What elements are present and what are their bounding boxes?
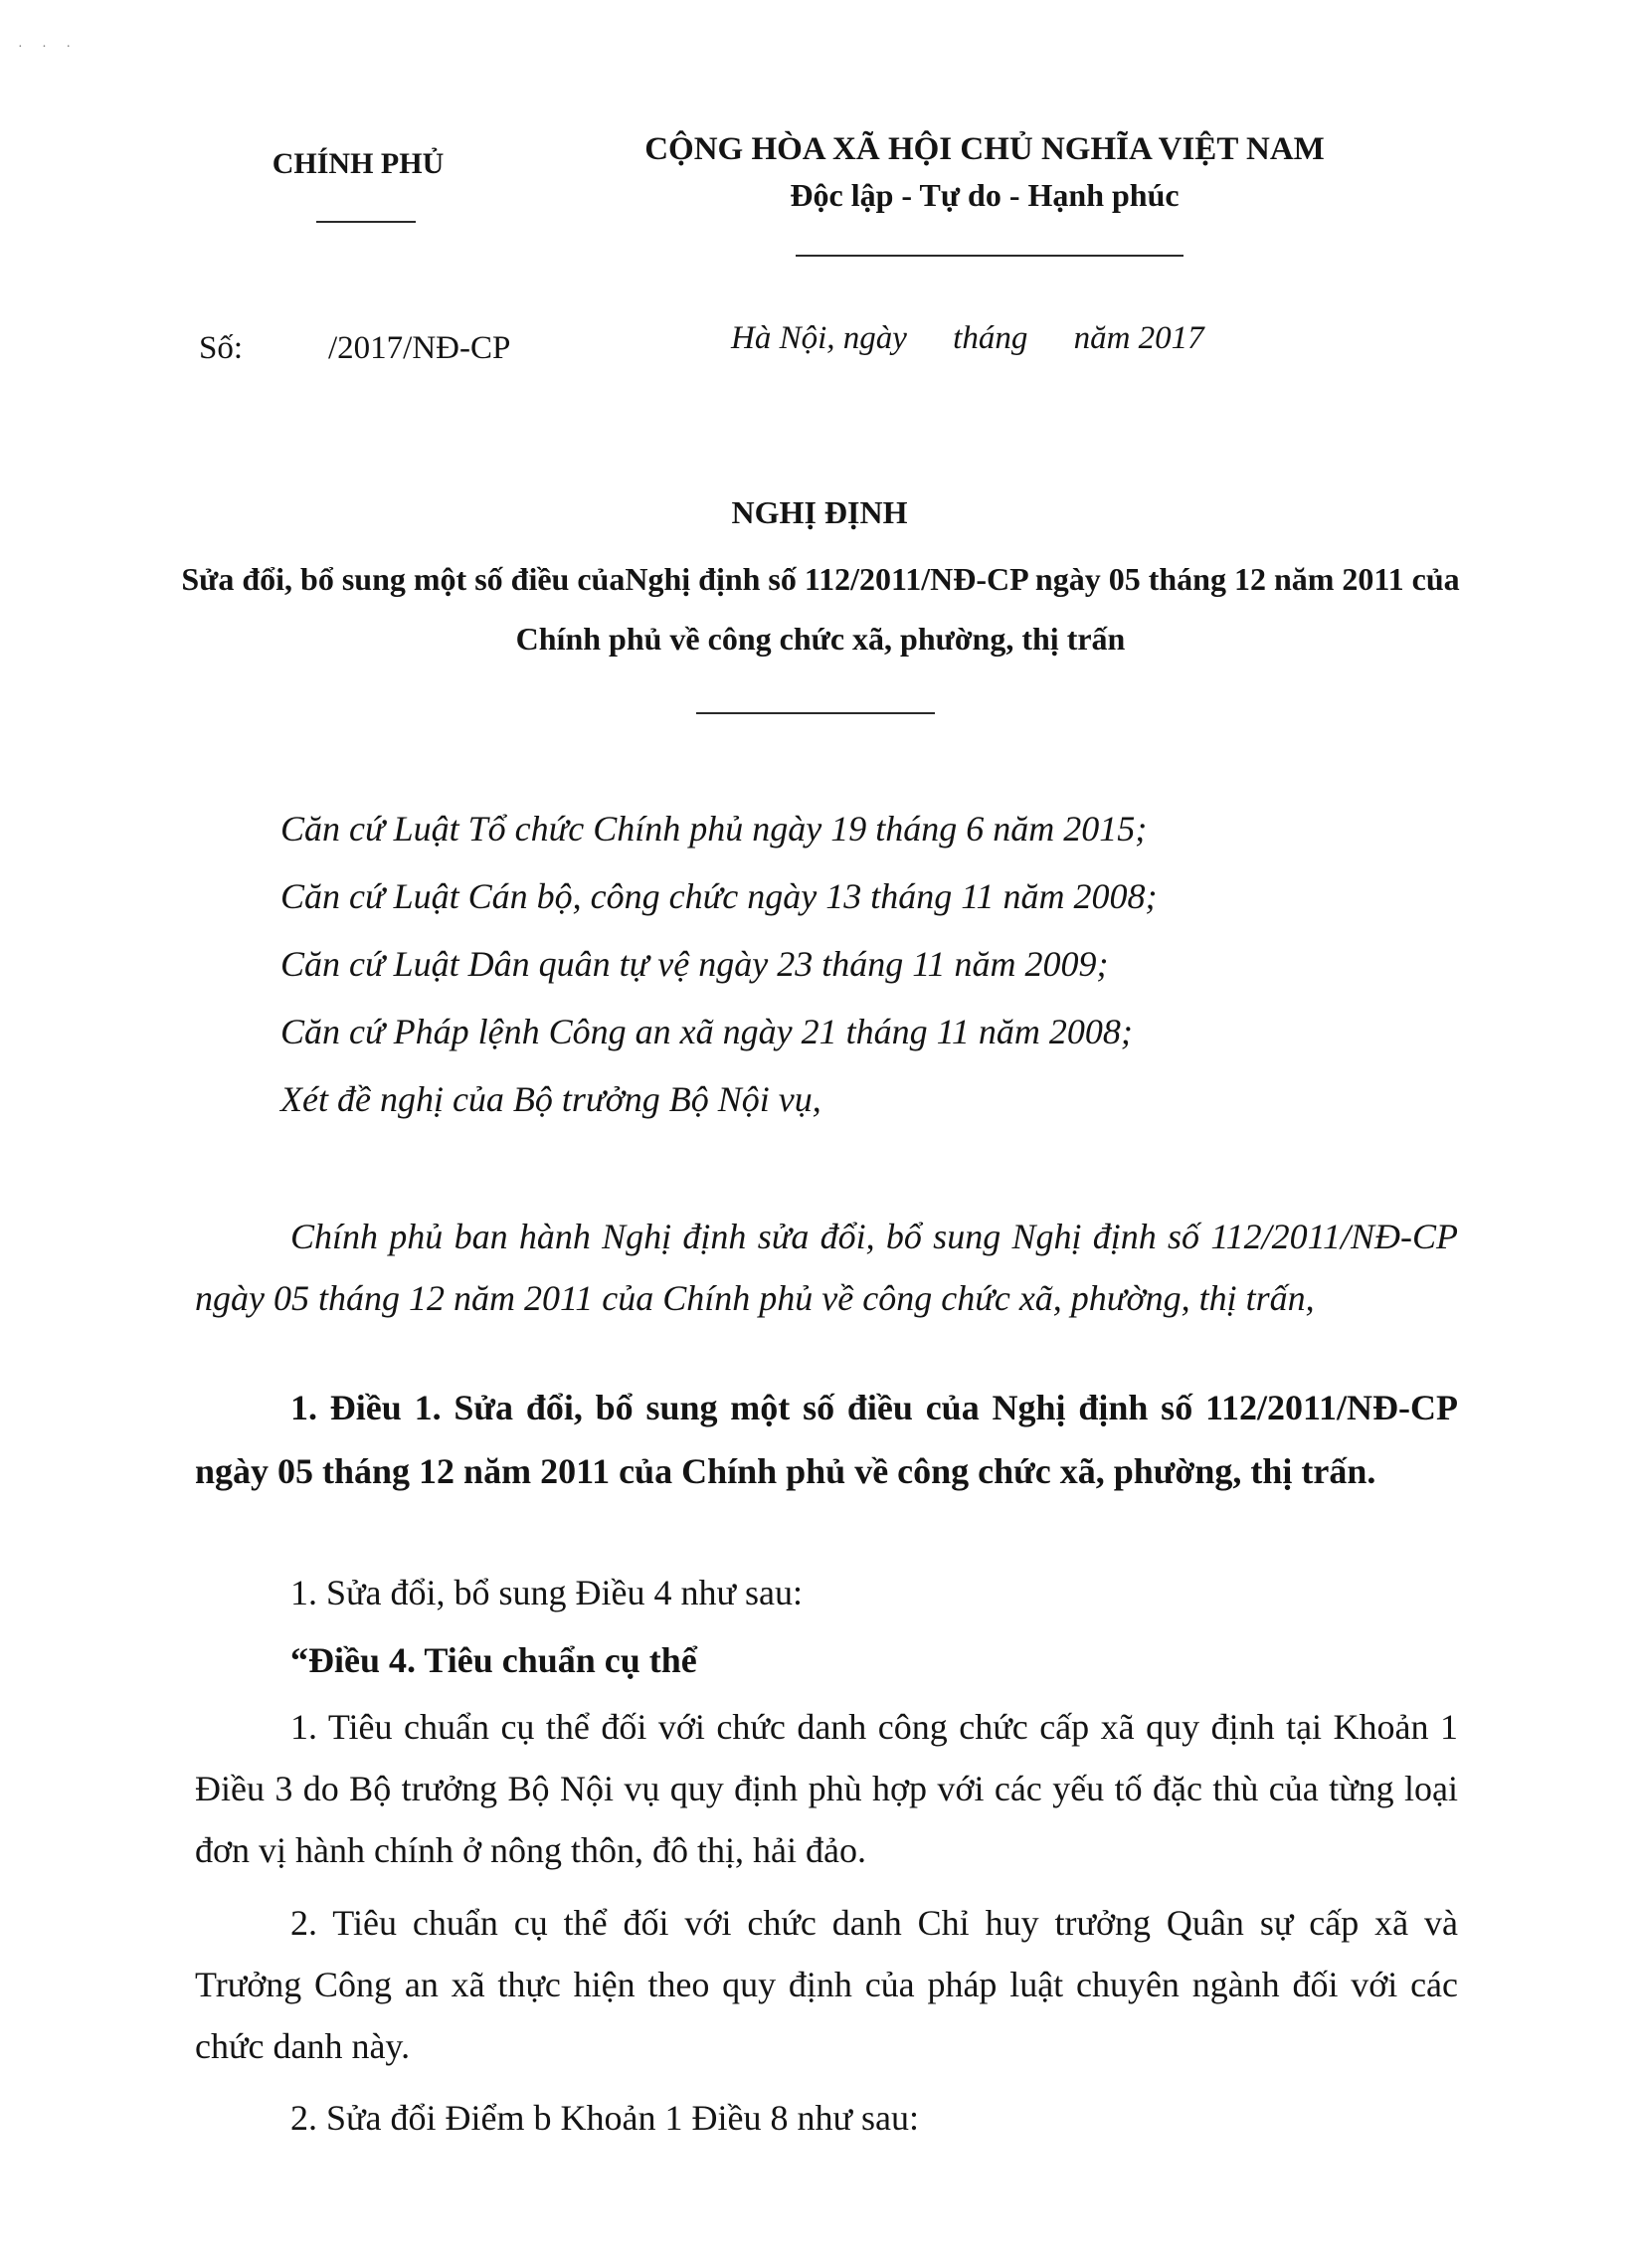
place-day: Hà Nội, ngày: [731, 320, 907, 356]
article-4-clause-1: 1. Tiêu chuẩn cụ thể đối với chức danh công chức cấp xã quy định tại Khoản 1 Điều 3 do Bộ trưởng Bộ Nội vụ quy định phù hợp với các yếu tố đặc thù của từng loại đơn vị hành chính ở nông thôn, đô thị, hải đảo.: [195, 1707, 1458, 1870]
article-1-heading: 1. Điều 1. Sửa đổi, bổ sung một số điều của Nghị định số 112/2011/NĐ-CP ngày 05 tháng 12 năm 2011 của Chính phủ về công chức xã, phường, thị trấn.: [195, 1388, 1458, 1491]
legal-basis-5: Xét đề nghị của Bộ trưởng Bộ Nội vụ,: [280, 1079, 821, 1119]
legal-basis-4: Căn cứ Pháp lệnh Công an xã ngày 21 tháng 11 năm 2008;: [280, 1012, 1133, 1051]
preamble: Chính phủ ban hành Nghị định sửa đổi, bổ sung Nghị định số 112/2011/NĐ-CP ngày 05 tháng 12 năm 2011 của Chính phủ về công chức xã, phường, thị trấn,: [195, 1217, 1458, 1318]
motto-underline: [796, 255, 1184, 257]
article-1-item-2: 2. Sửa đổi Điểm b Khoản 1 Điều 8 như sau:: [290, 2098, 919, 2138]
legal-basis-3: Căn cứ Luật Dân quân tự vệ ngày 23 tháng 11 năm 2009;: [280, 944, 1109, 984]
document-type: NGHỊ ĐỊNH: [731, 494, 908, 530]
place-date: [731, 320, 1447, 357]
date-year: năm 2017: [1073, 320, 1204, 356]
article-4-heading: “Điều 4. Tiêu chuẩn cụ thể: [290, 1640, 697, 1680]
legal-basis-1: Căn cứ Luật Tổ chức Chính phủ ngày 19 tháng 6 năm 2015;: [280, 809, 1148, 849]
national-title: CỘNG HÒA XÃ HỘI CHỦ NGHĨA VIỆT NAM: [644, 131, 1325, 167]
article-1-item-1: 1. Sửa đổi, bổ sung Điều 4 như sau:: [290, 1573, 804, 1612]
issuing-body: CHÍNH PHỦ: [272, 147, 445, 180]
document-subject: Sửa đổi, bổ sung một số điều củaNghị định số 112/2011/NĐ-CP ngày 05 tháng 12 năm 2011 của Chính phủ về công chức xã, phường, thị trấn: [181, 561, 1460, 657]
doc-number-label: Số:: [199, 330, 244, 366]
doc-number-value: /2017/NĐ-CP: [328, 330, 511, 366]
legal-basis-2: Căn cứ Luật Cán bộ, công chức ngày 13 tháng 11 năm 2008;: [280, 876, 1158, 916]
subject-underline: [696, 712, 935, 714]
scan-specks: · · ·: [18, 40, 79, 55]
article-4-clause-2: 2. Tiêu chuẩn cụ thể đối với chức danh Chỉ huy trưởng Quân sự cấp xã và Trưởng Công an xã thực hiện theo quy định của pháp luật chuyên ngành đối với các chức danh này.: [195, 1903, 1458, 2066]
date-month: tháng: [953, 320, 1028, 356]
issuing-body-underline: [316, 221, 416, 223]
national-motto: Độc lập - Tự do - Hạnh phúc: [790, 177, 1180, 213]
